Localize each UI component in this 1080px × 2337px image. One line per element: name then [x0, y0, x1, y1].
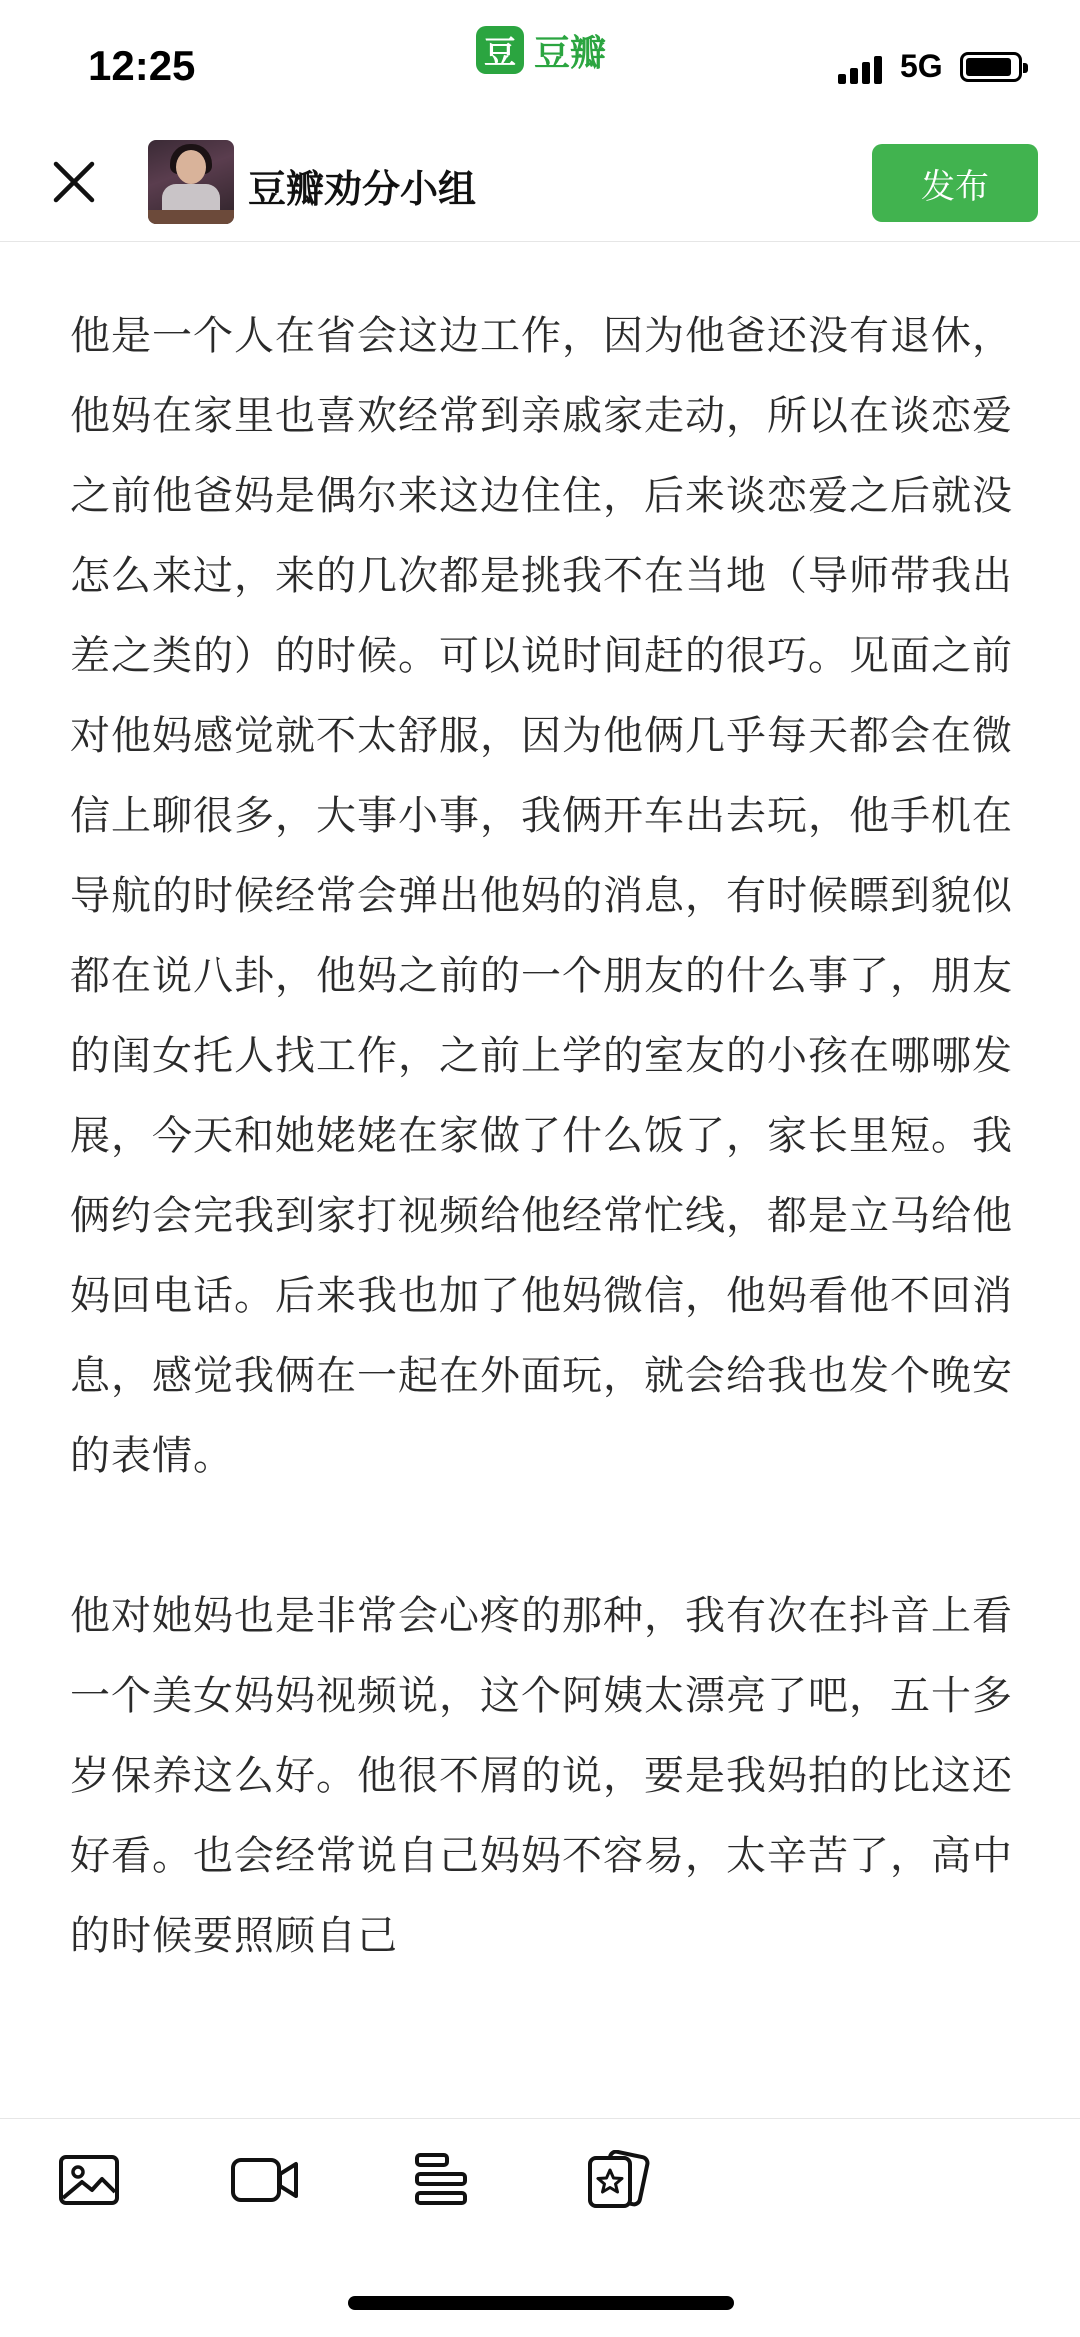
status-bar — [0, 0, 1080, 130]
post-paragraph: 他是一个人在省会这边工作，因为他爸还没有退休，他妈在家里也喜欢经常到亲戚家走动，所以在谈恋爱之前他爸妈是偶尔来这边住住，后来谈恋爱之后就没怎么来过，来的几次都是挑我不在当地（导师带我出差之类的）的时候。可以说时间赶的很巧。见面之前对他妈感觉就不太舒服，因为他俩几乎每天都会在微信上聊很多，大事小事，我俩开车出去玩，他手机在导航的时候经常会弹出他妈的消息，有时候瞟到貌似都在说八卦，他妈之前的一个朋友的什么事了，朋友的闺女托人找工作，之前上学的室友的小孩在哪哪发展，今天和她姥姥在家做了什么饭了，家长里短。我俩约会完我到家打视频给他经常忙线，都是立马给他妈回电话。后来我也加了他妈微信，他妈看他不回消息，感觉我俩在一起在外面玩，就会给我也发个晚安的表情。 — [70, 313, 1013, 1479]
editor-toolbar — [0, 2118, 1080, 2238]
sticker-icon — [584, 2150, 650, 2210]
group-name[interactable]: 豆瓣劝分小组 — [248, 167, 477, 211]
sticker-button[interactable] — [582, 2149, 652, 2211]
app-badge — [476, 26, 606, 74]
battery-icon — [960, 52, 1022, 82]
text-format-icon — [411, 2151, 471, 2209]
battery-level — [966, 58, 1011, 76]
home-indicator[interactable] — [348, 2296, 734, 2310]
group-avatar[interactable] — [148, 140, 234, 224]
status-time: 12:25 — [88, 42, 196, 89]
douban-app-icon: 豆 — [476, 26, 524, 74]
image-icon — [58, 2152, 120, 2208]
signal-icon — [838, 54, 886, 84]
post-body-editor[interactable] — [70, 296, 1020, 1976]
close-button[interactable] — [46, 154, 102, 210]
insert-image-button[interactable] — [54, 2149, 124, 2211]
app-name: 豆瓣 — [534, 32, 607, 74]
nav-header — [0, 130, 1080, 242]
network-type: 5G — [900, 48, 943, 84]
video-icon — [230, 2155, 300, 2205]
insert-video-button[interactable] — [230, 2149, 300, 2211]
publish-button[interactable]: 发布 — [872, 144, 1038, 222]
close-icon — [50, 158, 98, 206]
post-paragraph: 他对她妈也是非常会心疼的那种，我有次在抖音上看一个美女妈妈视频说，这个阿姨太漂亮了吧，五十多岁保养这么好。他很不屑的说，要是我妈拍的比这还好看。也会经常说自己妈妈不容易，太辛苦了，高中的时候要照顾自己 — [70, 1593, 1013, 1959]
text-format-button[interactable] — [406, 2149, 476, 2211]
